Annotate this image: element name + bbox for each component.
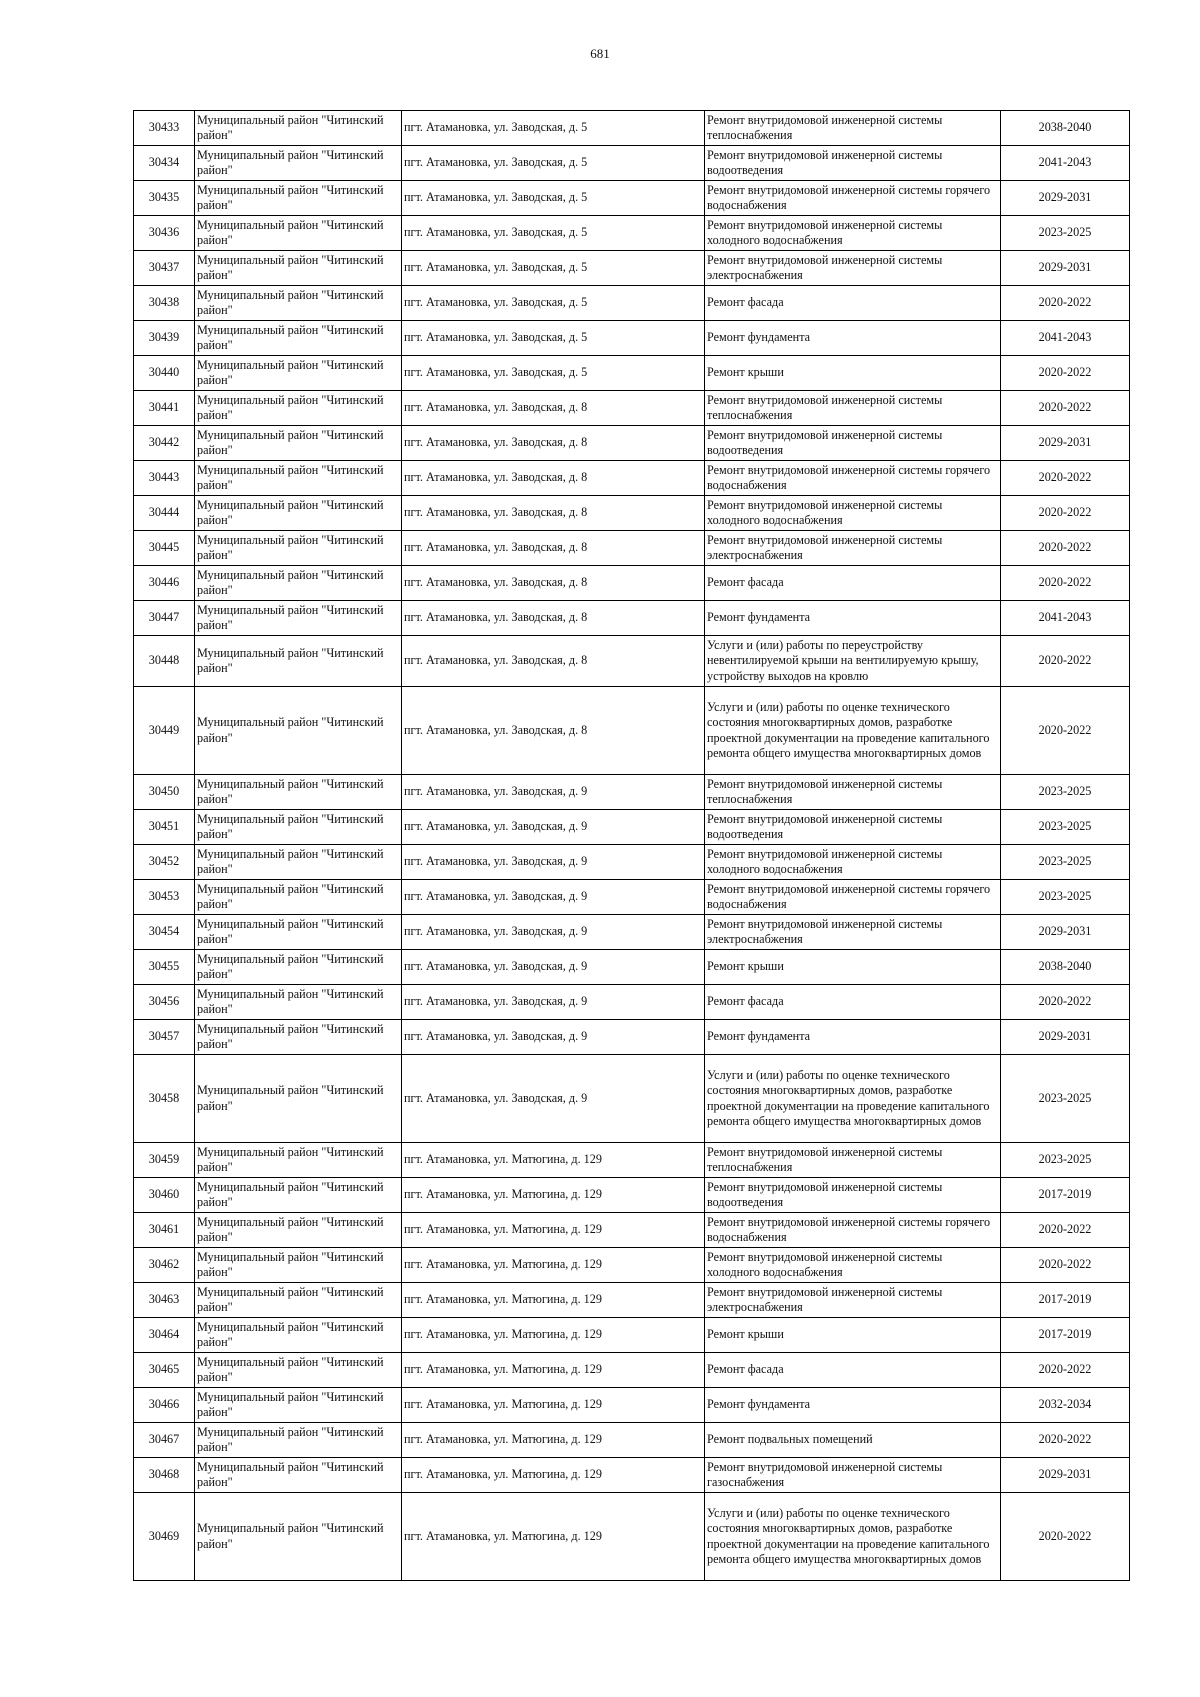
period-cell: 2020-2022 xyxy=(1001,1248,1130,1283)
work-type-cell: Ремонт внутридомовой инженерной системы электроснабжения xyxy=(705,1283,1001,1318)
district-cell: Муниципальный район "Читинский район" xyxy=(195,985,402,1020)
work-type-cell: Ремонт внутридомовой инженерной системы теплоснабжения xyxy=(705,391,1001,426)
district-cell: Муниципальный район "Читинский район" xyxy=(195,321,402,356)
district-cell: Муниципальный район "Читинский район" xyxy=(195,286,402,321)
district-cell: Муниципальный район "Читинский район" xyxy=(195,845,402,880)
address-cell: пгт. Атамановка, ул. Заводская, д. 8 xyxy=(402,566,705,601)
address-cell: пгт. Атамановка, ул. Заводская, д. 9 xyxy=(402,810,705,845)
row-number-cell: 30433 xyxy=(134,111,195,146)
table-row xyxy=(134,1423,1130,1458)
table-row xyxy=(134,531,1130,566)
work-type-cell: Ремонт внутридомовой инженерной системы горячего водоснабжения xyxy=(705,181,1001,216)
address-cell: пгт. Атамановка, ул. Матюгина, д. 129 xyxy=(402,1423,705,1458)
district-cell: Муниципальный район "Читинский район" xyxy=(195,216,402,251)
district-cell: Муниципальный район "Читинский район" xyxy=(195,146,402,181)
address-cell: пгт. Атамановка, ул. Заводская, д. 5 xyxy=(402,356,705,391)
work-type-cell: Ремонт фундамента xyxy=(705,1388,1001,1423)
district-cell: Муниципальный район "Читинский район" xyxy=(195,775,402,810)
table-row xyxy=(134,1283,1130,1318)
row-number-cell: 30460 xyxy=(134,1178,195,1213)
district-cell: Муниципальный район "Читинский район" xyxy=(195,391,402,426)
period-cell: 2023-2025 xyxy=(1001,775,1130,810)
district-cell: Муниципальный район "Читинский район" xyxy=(195,950,402,985)
row-number-cell: 30443 xyxy=(134,461,195,496)
period-cell: 2041-2043 xyxy=(1001,601,1130,636)
address-cell: пгт. Атамановка, ул. Заводская, д. 9 xyxy=(402,880,705,915)
period-cell: 2023-2025 xyxy=(1001,810,1130,845)
work-type-cell: Услуги и (или) работы по переустройству невентилируемой крыши на вентилируемую крышу, устройству выходов на кровлю xyxy=(705,636,1001,687)
address-cell: пгт. Атамановка, ул. Матюгина, д. 129 xyxy=(402,1388,705,1423)
row-number-cell: 30434 xyxy=(134,146,195,181)
period-cell: 2029-2031 xyxy=(1001,1458,1130,1493)
table-row xyxy=(134,880,1130,915)
row-number-cell: 30463 xyxy=(134,1283,195,1318)
district-cell: Муниципальный район "Читинский район" xyxy=(195,1213,402,1248)
row-number-cell: 30451 xyxy=(134,810,195,845)
row-number-cell: 30464 xyxy=(134,1318,195,1353)
table-row xyxy=(134,321,1130,356)
period-cell: 2029-2031 xyxy=(1001,1020,1130,1055)
address-cell: пгт. Атамановка, ул. Матюгина, д. 129 xyxy=(402,1353,705,1388)
work-type-cell: Ремонт фундамента xyxy=(705,601,1001,636)
table-row xyxy=(134,146,1130,181)
row-number-cell: 30453 xyxy=(134,880,195,915)
work-type-cell: Ремонт фундамента xyxy=(705,1020,1001,1055)
work-type-cell: Ремонт внутридомовой инженерной системы холодного водоснабжения xyxy=(705,216,1001,251)
district-cell: Муниципальный район "Читинский район" xyxy=(195,1493,402,1581)
row-number-cell: 30444 xyxy=(134,496,195,531)
work-type-cell: Услуги и (или) работы по оценке технического состояния многоквартирных домов, разработке проектной документации на проведение капитального ремонта общего имущества многоквартирных домов xyxy=(705,687,1001,775)
address-cell: пгт. Атамановка, ул. Матюгина, д. 129 xyxy=(402,1143,705,1178)
work-type-cell: Ремонт внутридомовой инженерной системы теплоснабжения xyxy=(705,775,1001,810)
address-cell: пгт. Атамановка, ул. Заводская, д. 5 xyxy=(402,181,705,216)
work-type-cell: Ремонт внутридомовой инженерной системы электроснабжения xyxy=(705,251,1001,286)
work-type-cell: Ремонт фасада xyxy=(705,566,1001,601)
row-number-cell: 30469 xyxy=(134,1493,195,1581)
work-type-cell: Ремонт крыши xyxy=(705,356,1001,391)
district-cell: Муниципальный район "Читинский район" xyxy=(195,1458,402,1493)
period-cell: 2038-2040 xyxy=(1001,950,1130,985)
row-number-cell: 30448 xyxy=(134,636,195,687)
work-type-cell: Ремонт фасада xyxy=(705,286,1001,321)
row-number-cell: 30468 xyxy=(134,1458,195,1493)
table-row xyxy=(134,251,1130,286)
district-cell: Муниципальный район "Читинский район" xyxy=(195,1423,402,1458)
row-number-cell: 30446 xyxy=(134,566,195,601)
address-cell: пгт. Атамановка, ул. Заводская, д. 9 xyxy=(402,845,705,880)
period-cell: 2029-2031 xyxy=(1001,251,1130,286)
work-type-cell: Ремонт внутридомовой инженерной системы теплоснабжения xyxy=(705,1143,1001,1178)
row-number-cell: 30458 xyxy=(134,1055,195,1143)
table-row xyxy=(134,426,1130,461)
address-cell: пгт. Атамановка, ул. Заводская, д. 8 xyxy=(402,461,705,496)
table-row xyxy=(134,636,1130,687)
period-cell: 2017-2019 xyxy=(1001,1318,1130,1353)
address-cell: пгт. Атамановка, ул. Матюгина, д. 129 xyxy=(402,1178,705,1213)
district-cell: Муниципальный район "Читинский район" xyxy=(195,601,402,636)
district-cell: Муниципальный район "Читинский район" xyxy=(195,1318,402,1353)
row-number-cell: 30455 xyxy=(134,950,195,985)
district-cell: Муниципальный район "Читинский район" xyxy=(195,915,402,950)
work-type-cell: Ремонт внутридомовой инженерной системы электроснабжения xyxy=(705,915,1001,950)
table-row xyxy=(134,1318,1130,1353)
district-cell: Муниципальный район "Читинский район" xyxy=(195,1055,402,1143)
table-row xyxy=(134,1248,1130,1283)
table-row xyxy=(134,356,1130,391)
table-row xyxy=(134,810,1130,845)
row-number-cell: 30452 xyxy=(134,845,195,880)
period-cell: 2020-2022 xyxy=(1001,496,1130,531)
period-cell: 2020-2022 xyxy=(1001,636,1130,687)
table-row xyxy=(134,496,1130,531)
table-row xyxy=(134,286,1130,321)
repair-schedule-table xyxy=(133,110,1130,1581)
work-type-cell: Ремонт фасада xyxy=(705,985,1001,1020)
row-number-cell: 30441 xyxy=(134,391,195,426)
period-cell: 2029-2031 xyxy=(1001,181,1130,216)
row-number-cell: 30456 xyxy=(134,985,195,1020)
address-cell: пгт. Атамановка, ул. Заводская, д. 5 xyxy=(402,251,705,286)
row-number-cell: 30435 xyxy=(134,181,195,216)
row-number-cell: 30447 xyxy=(134,601,195,636)
address-cell: пгт. Атамановка, ул. Заводская, д. 8 xyxy=(402,426,705,461)
period-cell: 2041-2043 xyxy=(1001,146,1130,181)
table-row xyxy=(134,687,1130,775)
period-cell: 2023-2025 xyxy=(1001,880,1130,915)
district-cell: Муниципальный район "Читинский район" xyxy=(195,566,402,601)
period-cell: 2020-2022 xyxy=(1001,356,1130,391)
work-type-cell: Ремонт крыши xyxy=(705,1318,1001,1353)
district-cell: Муниципальный район "Читинский район" xyxy=(195,1020,402,1055)
district-cell: Муниципальный район "Читинский район" xyxy=(195,1178,402,1213)
address-cell: пгт. Атамановка, ул. Заводская, д. 9 xyxy=(402,985,705,1020)
district-cell: Муниципальный район "Читинский район" xyxy=(195,880,402,915)
work-type-cell: Ремонт внутридомовой инженерной системы холодного водоснабжения xyxy=(705,1248,1001,1283)
district-cell: Муниципальный район "Читинский район" xyxy=(195,810,402,845)
row-number-cell: 30457 xyxy=(134,1020,195,1055)
district-cell: Муниципальный район "Читинский район" xyxy=(195,1248,402,1283)
district-cell: Муниципальный район "Читинский район" xyxy=(195,251,402,286)
table-row xyxy=(134,915,1130,950)
table-row xyxy=(134,950,1130,985)
district-cell: Муниципальный район "Читинский район" xyxy=(195,1388,402,1423)
district-cell: Муниципальный район "Читинский район" xyxy=(195,181,402,216)
period-cell: 2020-2022 xyxy=(1001,566,1130,601)
work-type-cell: Ремонт внутридомовой инженерной системы водоотведения xyxy=(705,1178,1001,1213)
work-type-cell: Ремонт внутридомовой инженерной системы горячего водоснабжения xyxy=(705,461,1001,496)
address-cell: пгт. Атамановка, ул. Заводская, д. 9 xyxy=(402,775,705,810)
address-cell: пгт. Атамановка, ул. Заводская, д. 5 xyxy=(402,321,705,356)
period-cell: 2020-2022 xyxy=(1001,461,1130,496)
table-row xyxy=(134,985,1130,1020)
work-type-cell: Ремонт подвальных помещений xyxy=(705,1423,1001,1458)
work-type-cell: Ремонт внутридомовой инженерной системы горячего водоснабжения xyxy=(705,1213,1001,1248)
district-cell: Муниципальный район "Читинский район" xyxy=(195,1283,402,1318)
row-number-cell: 30437 xyxy=(134,251,195,286)
table-row xyxy=(134,1388,1130,1423)
work-type-cell: Ремонт фасада xyxy=(705,1353,1001,1388)
row-number-cell: 30465 xyxy=(134,1353,195,1388)
district-cell: Муниципальный район "Читинский район" xyxy=(195,687,402,775)
row-number-cell: 30438 xyxy=(134,286,195,321)
row-number-cell: 30436 xyxy=(134,216,195,251)
period-cell: 2020-2022 xyxy=(1001,531,1130,566)
table-row xyxy=(134,391,1130,426)
period-cell: 2020-2022 xyxy=(1001,985,1130,1020)
row-number-cell: 30467 xyxy=(134,1423,195,1458)
table-row xyxy=(134,566,1130,601)
address-cell: пгт. Атамановка, ул. Заводская, д. 8 xyxy=(402,496,705,531)
row-number-cell: 30462 xyxy=(134,1248,195,1283)
address-cell: пгт. Атамановка, ул. Заводская, д. 9 xyxy=(402,950,705,985)
table-body xyxy=(134,111,1130,1581)
row-number-cell: 30449 xyxy=(134,687,195,775)
row-number-cell: 30466 xyxy=(134,1388,195,1423)
table-row xyxy=(134,1493,1130,1581)
table-row xyxy=(134,1213,1130,1248)
period-cell: 2038-2040 xyxy=(1001,111,1130,146)
work-type-cell: Услуги и (или) работы по оценке технического состояния многоквартирных домов, разработке проектной документации на проведение капитального ремонта общего имущества многоквартирных домов xyxy=(705,1055,1001,1143)
district-cell: Муниципальный район "Читинский район" xyxy=(195,1353,402,1388)
address-cell: пгт. Атамановка, ул. Матюгина, д. 129 xyxy=(402,1318,705,1353)
row-number-cell: 30454 xyxy=(134,915,195,950)
district-cell: Муниципальный район "Читинский район" xyxy=(195,356,402,391)
period-cell: 2023-2025 xyxy=(1001,1055,1130,1143)
table-row xyxy=(134,601,1130,636)
district-cell: Муниципальный район "Читинский район" xyxy=(195,636,402,687)
row-number-cell: 30442 xyxy=(134,426,195,461)
table-row xyxy=(134,1020,1130,1055)
table-row xyxy=(134,461,1130,496)
table-row xyxy=(134,1458,1130,1493)
period-cell: 2023-2025 xyxy=(1001,216,1130,251)
address-cell: пгт. Атамановка, ул. Заводская, д. 8 xyxy=(402,391,705,426)
work-type-cell: Ремонт внутридомовой инженерной системы водоотведения xyxy=(705,810,1001,845)
period-cell: 2029-2031 xyxy=(1001,426,1130,461)
address-cell: пгт. Атамановка, ул. Заводская, д. 5 xyxy=(402,111,705,146)
address-cell: пгт. Атамановка, ул. Матюгина, д. 129 xyxy=(402,1493,705,1581)
table-row xyxy=(134,1143,1130,1178)
address-cell: пгт. Атамановка, ул. Заводская, д. 8 xyxy=(402,531,705,566)
address-cell: пгт. Атамановка, ул. Заводская, д. 5 xyxy=(402,286,705,321)
work-type-cell: Ремонт внутридомовой инженерной системы электроснабжения xyxy=(705,531,1001,566)
address-cell: пгт. Атамановка, ул. Заводская, д. 5 xyxy=(402,146,705,181)
address-cell: пгт. Атамановка, ул. Заводская, д. 9 xyxy=(402,1055,705,1143)
address-cell: пгт. Атамановка, ул. Матюгина, д. 129 xyxy=(402,1458,705,1493)
address-cell: пгт. Атамановка, ул. Заводская, д. 8 xyxy=(402,687,705,775)
district-cell: Муниципальный район "Читинский район" xyxy=(195,1143,402,1178)
period-cell: 2020-2022 xyxy=(1001,1493,1130,1581)
district-cell: Муниципальный район "Читинский район" xyxy=(195,531,402,566)
page-number: 681 xyxy=(590,46,610,61)
work-type-cell: Ремонт внутридомовой инженерной системы холодного водоснабжения xyxy=(705,496,1001,531)
row-number-cell: 30439 xyxy=(134,321,195,356)
address-cell: пгт. Атамановка, ул. Матюгина, д. 129 xyxy=(402,1213,705,1248)
address-cell: пгт. Атамановка, ул. Заводская, д. 8 xyxy=(402,601,705,636)
table-row xyxy=(134,1055,1130,1143)
district-cell: Муниципальный район "Читинский район" xyxy=(195,461,402,496)
table-row xyxy=(134,216,1130,251)
period-cell: 2020-2022 xyxy=(1001,687,1130,775)
period-cell: 2020-2022 xyxy=(1001,286,1130,321)
district-cell: Муниципальный район "Читинский район" xyxy=(195,496,402,531)
period-cell: 2020-2022 xyxy=(1001,1423,1130,1458)
work-type-cell: Ремонт внутридомовой инженерной системы холодного водоснабжения xyxy=(705,845,1001,880)
work-type-cell: Услуги и (или) работы по оценке технического состояния многоквартирных домов, разработке проектной документации на проведение капитального ремонта общего имущества многоквартирных домов xyxy=(705,1493,1001,1581)
table-row xyxy=(134,1353,1130,1388)
work-type-cell: Ремонт внутридомовой инженерной системы водоотведения xyxy=(705,146,1001,181)
period-cell: 2041-2043 xyxy=(1001,321,1130,356)
address-cell: пгт. Атамановка, ул. Матюгина, д. 129 xyxy=(402,1248,705,1283)
period-cell: 2032-2034 xyxy=(1001,1388,1130,1423)
work-type-cell: Ремонт внутридомовой инженерной системы теплоснабжения xyxy=(705,111,1001,146)
table-row xyxy=(134,1178,1130,1213)
address-cell: пгт. Атамановка, ул. Заводская, д. 8 xyxy=(402,636,705,687)
row-number-cell: 30440 xyxy=(134,356,195,391)
address-cell: пгт. Атамановка, ул. Заводская, д. 9 xyxy=(402,1020,705,1055)
period-cell: 2020-2022 xyxy=(1001,1213,1130,1248)
address-cell: пгт. Атамановка, ул. Матюгина, д. 129 xyxy=(402,1283,705,1318)
period-cell: 2017-2019 xyxy=(1001,1178,1130,1213)
period-cell: 2020-2022 xyxy=(1001,1353,1130,1388)
work-type-cell: Ремонт фундамента xyxy=(705,321,1001,356)
district-cell: Муниципальный район "Читинский район" xyxy=(195,111,402,146)
table-row xyxy=(134,845,1130,880)
period-cell: 2020-2022 xyxy=(1001,391,1130,426)
work-type-cell: Ремонт внутридомовой инженерной системы водоотведения xyxy=(705,426,1001,461)
work-type-cell: Ремонт внутридомовой инженерной системы газоснабжения xyxy=(705,1458,1001,1493)
row-number-cell: 30459 xyxy=(134,1143,195,1178)
row-number-cell: 30450 xyxy=(134,775,195,810)
work-type-cell: Ремонт крыши xyxy=(705,950,1001,985)
period-cell: 2029-2031 xyxy=(1001,915,1130,950)
district-cell: Муниципальный район "Читинский район" xyxy=(195,426,402,461)
table-row xyxy=(134,111,1130,146)
table-row xyxy=(134,775,1130,810)
period-cell: 2023-2025 xyxy=(1001,1143,1130,1178)
row-number-cell: 30445 xyxy=(134,531,195,566)
address-cell: пгт. Атамановка, ул. Заводская, д. 9 xyxy=(402,915,705,950)
row-number-cell: 30461 xyxy=(134,1213,195,1248)
address-cell: пгт. Атамановка, ул. Заводская, д. 5 xyxy=(402,216,705,251)
work-type-cell: Ремонт внутридомовой инженерной системы горячего водоснабжения xyxy=(705,880,1001,915)
period-cell: 2017-2019 xyxy=(1001,1283,1130,1318)
table-row xyxy=(134,181,1130,216)
period-cell: 2023-2025 xyxy=(1001,845,1130,880)
